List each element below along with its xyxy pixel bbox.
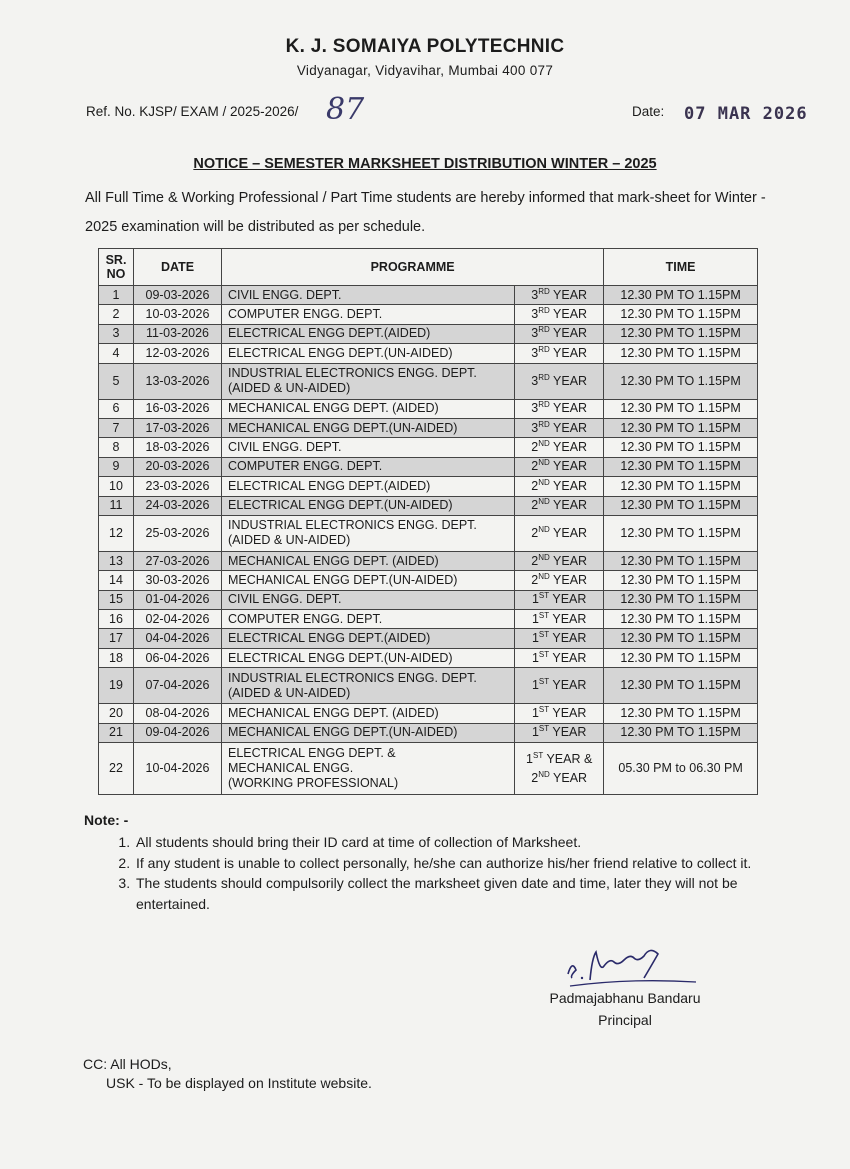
institution-name: K. J. SOMAIYA POLYTECHNIC	[285, 36, 565, 57]
year-suffix: ND	[538, 524, 550, 534]
cell-date: 02-04-2026	[134, 610, 222, 629]
cell-year	[515, 363, 604, 399]
programme-name: INDUSTRIAL ELECTRONICS ENGG. DEPT.	[228, 518, 477, 533]
cell-year	[515, 590, 604, 609]
programme-line: (WORKING PROFESSIONAL)	[228, 776, 399, 791]
cell-time: 12.30 PM TO 1.15PM	[604, 399, 758, 418]
programme-name: CIVIL ENGG. DEPT.	[228, 592, 342, 607]
cell-time: 12.30 PM TO 1.15PM	[604, 344, 758, 363]
cell-year	[515, 344, 604, 363]
year-number: 3	[531, 345, 539, 360]
programme-name: INDUSTRIAL ELECTRONICS ENGG. DEPT.	[228, 366, 477, 381]
cell-year	[515, 648, 604, 667]
programme-name: ELECTRICAL ENGG DEPT.(AIDED)	[228, 631, 431, 646]
cell-time: 12.30 PM TO 1.15PM	[604, 648, 758, 667]
year-suffix: RD	[538, 400, 550, 410]
cell-date: 23-03-2026	[134, 477, 222, 496]
notice-intro: All Full Time & Working Professional / Part Time students are hereby informed that mark-sheet for Winter - 2025 examination will be distributed as per schedule.	[85, 190, 766, 235]
cell-time: 12.30 PM TO 1.15PM	[604, 551, 758, 570]
year-number: 2	[531, 572, 539, 587]
cell-programme	[222, 286, 515, 305]
table-row	[99, 571, 758, 590]
year-suffix: ND	[538, 477, 550, 487]
table-row	[99, 648, 758, 667]
cell-sr-no: 11	[99, 496, 134, 515]
year-number: 1	[531, 650, 539, 665]
cell-time: 12.30 PM TO 1.15PM	[604, 305, 758, 324]
programme-name: MECHANICAL ENGG DEPT. (AIDED)	[228, 401, 439, 416]
year-number: 1	[531, 611, 539, 626]
year-word: YEAR	[552, 611, 587, 626]
table-row	[99, 723, 758, 742]
cell-date: 30-03-2026	[134, 571, 222, 590]
cell-sr-no: 9	[99, 457, 134, 476]
programme-name-line2: (AIDED & UN-AIDED)	[228, 381, 351, 396]
year-number: 1	[531, 631, 539, 646]
year-word: YEAR	[553, 326, 588, 341]
cell-programme	[222, 399, 515, 418]
cell-date: 20-03-2026	[134, 457, 222, 476]
handwritten-ref-number: 87	[326, 92, 365, 127]
year-word: YEAR	[552, 678, 587, 693]
cell-date: 25-03-2026	[134, 515, 222, 551]
table-row	[99, 743, 758, 795]
note-item: 2. If any student is unable to collect personally, he/she can authorize his/her friend relative to collect it.	[134, 853, 809, 874]
year-word: YEAR	[553, 440, 588, 455]
table-row	[99, 515, 758, 551]
cell-time: 12.30 PM TO 1.15PM	[604, 418, 758, 437]
year-number: 1	[531, 592, 539, 607]
cc-line: CC: All HODs,	[83, 1056, 172, 1072]
table-row	[99, 496, 758, 515]
table-row	[99, 305, 758, 324]
programme-name-line2: (AIDED & UN-AIDED)	[228, 533, 351, 548]
cell-year	[515, 324, 604, 343]
programme-name: COMPUTER ENGG. DEPT.	[228, 611, 383, 626]
cell-sr-no: 17	[99, 629, 134, 648]
cell-sr-no: 2	[99, 305, 134, 324]
year-suffix: ST	[538, 704, 550, 714]
cell-programme	[222, 496, 515, 515]
cell-date: 10-04-2026	[134, 743, 222, 795]
cell-date: 16-03-2026	[134, 399, 222, 418]
year-word: YEAR	[553, 572, 588, 587]
year-word: YEAR	[553, 478, 588, 493]
programme-name: ELECTRICAL ENGG DEPT.(UN-AIDED)	[228, 498, 453, 513]
note-item: 1. All students should bring their ID card at time of collection of Marksheet.	[134, 832, 809, 853]
programme-name: COMPUTER ENGG. DEPT.	[228, 459, 383, 474]
cell-programme	[222, 668, 515, 704]
table-row	[99, 590, 758, 609]
year-word: YEAR	[553, 420, 588, 435]
table-row	[99, 668, 758, 704]
cell-year	[515, 496, 604, 515]
year-word: YEAR	[553, 307, 588, 322]
year-number: 2	[531, 498, 539, 513]
header-date: DATE	[134, 249, 222, 286]
programme-name: CIVIL ENGG. DEPT.	[228, 440, 342, 455]
cell-programme	[222, 477, 515, 496]
distribution-schedule-table	[98, 248, 758, 795]
cell-date: 27-03-2026	[134, 551, 222, 570]
year-suffix: RD	[538, 372, 550, 382]
cell-sr-no: 21	[99, 723, 134, 742]
note-item: 3. The students should compulsorily collect the marksheet given date and time, later they will not be entertained.	[134, 873, 809, 914]
cell-sr-no: 7	[99, 418, 134, 437]
cell-sr-no: 5	[99, 363, 134, 399]
signature-image	[560, 938, 700, 988]
cell-sr-no: 8	[99, 438, 134, 457]
cell-programme	[222, 743, 515, 795]
year-suffix: ST	[538, 724, 550, 734]
cell-year	[515, 723, 604, 742]
cell-date: 09-03-2026	[134, 286, 222, 305]
cc-website-line: USK - To be displayed on Institute website.	[106, 1075, 372, 1091]
year-word: YEAR	[552, 650, 587, 665]
year-number: 3	[531, 307, 539, 322]
programme-name: MECHANICAL ENGG DEPT.(UN-AIDED)	[228, 725, 458, 740]
cell-sr-no: 4	[99, 344, 134, 363]
header-sr-no: SR. NO	[99, 249, 134, 286]
cell-time: 12.30 PM TO 1.15PM	[604, 590, 758, 609]
programme-line: ELECTRICAL ENGG DEPT. &	[228, 746, 396, 761]
cell-time: 12.30 PM TO 1.15PM	[604, 438, 758, 457]
cell-time: 12.30 PM TO 1.15PM	[604, 324, 758, 343]
year-suffix: ND	[538, 552, 550, 562]
cell-year	[515, 477, 604, 496]
cell-time: 12.30 PM TO 1.15PM	[604, 286, 758, 305]
programme-name: ELECTRICAL ENGG DEPT.(UN-AIDED)	[228, 650, 453, 665]
year-suffix: ST	[538, 591, 550, 601]
table-row	[99, 286, 758, 305]
programme-name: ELECTRICAL ENGG DEPT.(UN-AIDED)	[228, 345, 453, 360]
header-time: TIME	[604, 249, 758, 286]
cell-programme	[222, 629, 515, 648]
year-number: 3	[531, 420, 539, 435]
year-number: 2	[531, 553, 539, 568]
cell-sr-no: 19	[99, 668, 134, 704]
year-word: YEAR	[553, 770, 588, 785]
year-suffix: ST	[538, 610, 550, 620]
table-row	[99, 704, 758, 723]
year-word: YEAR	[553, 373, 588, 388]
cell-sr-no: 10	[99, 477, 134, 496]
notice-title: NOTICE – SEMESTER MARKSHEET DISTRIBUTION WINTER – 2025	[193, 156, 657, 172]
cell-programme	[222, 457, 515, 476]
year-suffix: ND	[538, 769, 550, 779]
programme-name: ELECTRICAL ENGG DEPT.(AIDED)	[228, 326, 431, 341]
cell-date: 24-03-2026	[134, 496, 222, 515]
cell-time: 12.30 PM TO 1.15PM	[604, 477, 758, 496]
cell-time: 12.30 PM TO 1.15PM	[604, 571, 758, 590]
date-label: Date:	[632, 104, 665, 119]
table-body	[99, 286, 758, 795]
year-word: YEAR	[553, 459, 588, 474]
year-word: YEAR	[552, 631, 587, 646]
year-word: YEAR	[553, 401, 588, 416]
cell-year	[515, 704, 604, 723]
year-word: YEAR	[553, 525, 588, 540]
cell-programme	[222, 324, 515, 343]
table-header-row	[99, 249, 758, 286]
cell-date: 10-03-2026	[134, 305, 222, 324]
programme-name: MECHANICAL ENGG DEPT.(UN-AIDED)	[228, 572, 458, 587]
year-number: 3	[531, 326, 539, 341]
cell-year	[515, 571, 604, 590]
signatory-name: Padmajabhanu Bandaru	[549, 990, 701, 1006]
cell-time: 12.30 PM TO 1.15PM	[604, 704, 758, 723]
year-number: 3	[531, 373, 539, 388]
programme-name: ELECTRICAL ENGG DEPT.(AIDED)	[228, 478, 431, 493]
cell-time: 12.30 PM TO 1.15PM	[604, 457, 758, 476]
cell-date: 01-04-2026	[134, 590, 222, 609]
year-number: 2	[531, 525, 539, 540]
programme-name: MECHANICAL ENGG DEPT. (AIDED)	[228, 553, 439, 568]
cell-programme	[222, 438, 515, 457]
signatory-title: Principal	[598, 1012, 652, 1028]
table-row	[99, 344, 758, 363]
cell-sr-no: 14	[99, 571, 134, 590]
cell-programme	[222, 610, 515, 629]
cell-sr-no: 12	[99, 515, 134, 551]
cell-programme	[222, 590, 515, 609]
year-number: 3	[531, 287, 539, 302]
cell-year	[515, 438, 604, 457]
reference-number: Ref. No. KJSP/ EXAM / 2025-2026/	[86, 104, 299, 119]
year-number: 3	[531, 401, 539, 416]
programme-name-line2: (AIDED & UN-AIDED)	[228, 685, 351, 700]
cell-date: 11-03-2026	[134, 324, 222, 343]
year-suffix: ND	[538, 497, 550, 507]
cell-sr-no: 22	[99, 743, 134, 795]
table-row	[99, 551, 758, 570]
cell-date: 09-04-2026	[134, 723, 222, 742]
cell-sr-no: 13	[99, 551, 134, 570]
cell-programme	[222, 515, 515, 551]
cell-time: 12.30 PM TO 1.15PM	[604, 515, 758, 551]
year-word: YEAR	[553, 287, 588, 302]
cell-sr-no: 15	[99, 590, 134, 609]
year-suffix: ST	[538, 630, 550, 639]
cell-date: 04-04-2026	[134, 629, 222, 648]
cell-sr-no: 20	[99, 704, 134, 723]
cell-sr-no: 16	[99, 610, 134, 629]
cell-time: 12.30 PM TO 1.15PM	[604, 629, 758, 648]
year-number: 2	[531, 459, 539, 474]
header-programme: PROGRAMME	[222, 249, 604, 286]
programme-name: CIVIL ENGG. DEPT.	[228, 287, 342, 302]
cell-date: 06-04-2026	[134, 648, 222, 667]
cell-date: 13-03-2026	[134, 363, 222, 399]
note-heading: Note: -	[84, 812, 129, 828]
year-suffix: ST	[538, 677, 550, 687]
year-suffix: RD	[538, 325, 550, 335]
cell-programme	[222, 571, 515, 590]
year-suffix: RD	[538, 286, 550, 296]
cell-programme	[222, 305, 515, 324]
year-number: 1	[531, 705, 539, 720]
cell-time: 12.30 PM TO 1.15PM	[604, 668, 758, 704]
year-word: YEAR	[552, 705, 587, 720]
cell-year	[515, 629, 604, 648]
cell-year	[515, 399, 604, 418]
year-suffix: ND	[538, 458, 550, 468]
year-number: 2	[531, 440, 539, 455]
cell-programme	[222, 344, 515, 363]
year-number: 2	[531, 770, 539, 785]
year-number: 1	[531, 678, 539, 693]
year-suffix: ND	[538, 571, 550, 581]
date-stamp: 07 MAR 2026	[684, 104, 808, 124]
cell-time: 12.30 PM TO 1.15PM	[604, 723, 758, 742]
table-row	[99, 457, 758, 476]
year-number: 1	[526, 751, 533, 766]
year-word: YEAR	[553, 498, 588, 513]
cell-year	[515, 418, 604, 437]
year-word: YEAR	[553, 553, 588, 568]
year-suffix: ST	[532, 750, 544, 760]
cell-sr-no: 6	[99, 399, 134, 418]
year-suffix: ST	[538, 649, 550, 659]
cell-year	[515, 457, 604, 476]
table-row	[99, 363, 758, 399]
cell-year	[515, 551, 604, 570]
cell-date: 07-04-2026	[134, 668, 222, 704]
year-suffix: RD	[538, 419, 550, 429]
table-row	[99, 399, 758, 418]
institution-address: Vidyanagar, Vidyavihar, Mumbai 400 077	[296, 63, 554, 78]
table-row	[99, 477, 758, 496]
cell-time: 12.30 PM TO 1.15PM	[604, 496, 758, 515]
year-number: 1	[531, 725, 539, 740]
table-row	[99, 418, 758, 437]
cell-time: 05.30 PM to 06.30 PM	[604, 743, 758, 795]
year-suffix: ND	[538, 438, 550, 448]
year-word: YEAR &	[546, 751, 593, 766]
table-row	[99, 438, 758, 457]
cell-year	[515, 610, 604, 629]
year-word: YEAR	[552, 592, 587, 607]
programme-line: MECHANICAL ENGG.	[228, 761, 354, 776]
notes-list	[106, 832, 809, 914]
cell-sr-no: 3	[99, 324, 134, 343]
cell-date: 18-03-2026	[134, 438, 222, 457]
cell-programme	[222, 551, 515, 570]
table-row	[99, 629, 758, 648]
programme-name: MECHANICAL ENGG DEPT.(UN-AIDED)	[228, 420, 458, 435]
programme-name: MECHANICAL ENGG DEPT. (AIDED)	[228, 705, 439, 720]
year-word: YEAR	[552, 725, 587, 740]
programme-name: COMPUTER ENGG. DEPT.	[228, 307, 383, 322]
cell-date: 17-03-2026	[134, 418, 222, 437]
year-word: YEAR	[553, 345, 588, 360]
table-row	[99, 610, 758, 629]
cell-sr-no: 1	[99, 286, 134, 305]
cell-year	[515, 286, 604, 305]
cell-year	[515, 515, 604, 551]
cell-programme	[222, 723, 515, 742]
year-suffix: RD	[538, 344, 550, 354]
cell-year	[515, 668, 604, 704]
cell-time: 12.30 PM TO 1.15PM	[604, 610, 758, 629]
cell-sr-no: 18	[99, 648, 134, 667]
cell-date: 12-03-2026	[134, 344, 222, 363]
cell-programme	[222, 363, 515, 399]
cell-time: 12.30 PM TO 1.15PM	[604, 363, 758, 399]
cell-programme	[222, 418, 515, 437]
cell-programme	[222, 648, 515, 667]
cell-programme	[222, 704, 515, 723]
year-suffix: RD	[538, 305, 550, 315]
table-row	[99, 324, 758, 343]
cell-date: 08-04-2026	[134, 704, 222, 723]
cell-year	[515, 305, 604, 324]
cell-year	[515, 743, 604, 795]
programme-name: INDUSTRIAL ELECTRONICS ENGG. DEPT.	[228, 670, 477, 685]
year-number: 2	[531, 478, 539, 493]
